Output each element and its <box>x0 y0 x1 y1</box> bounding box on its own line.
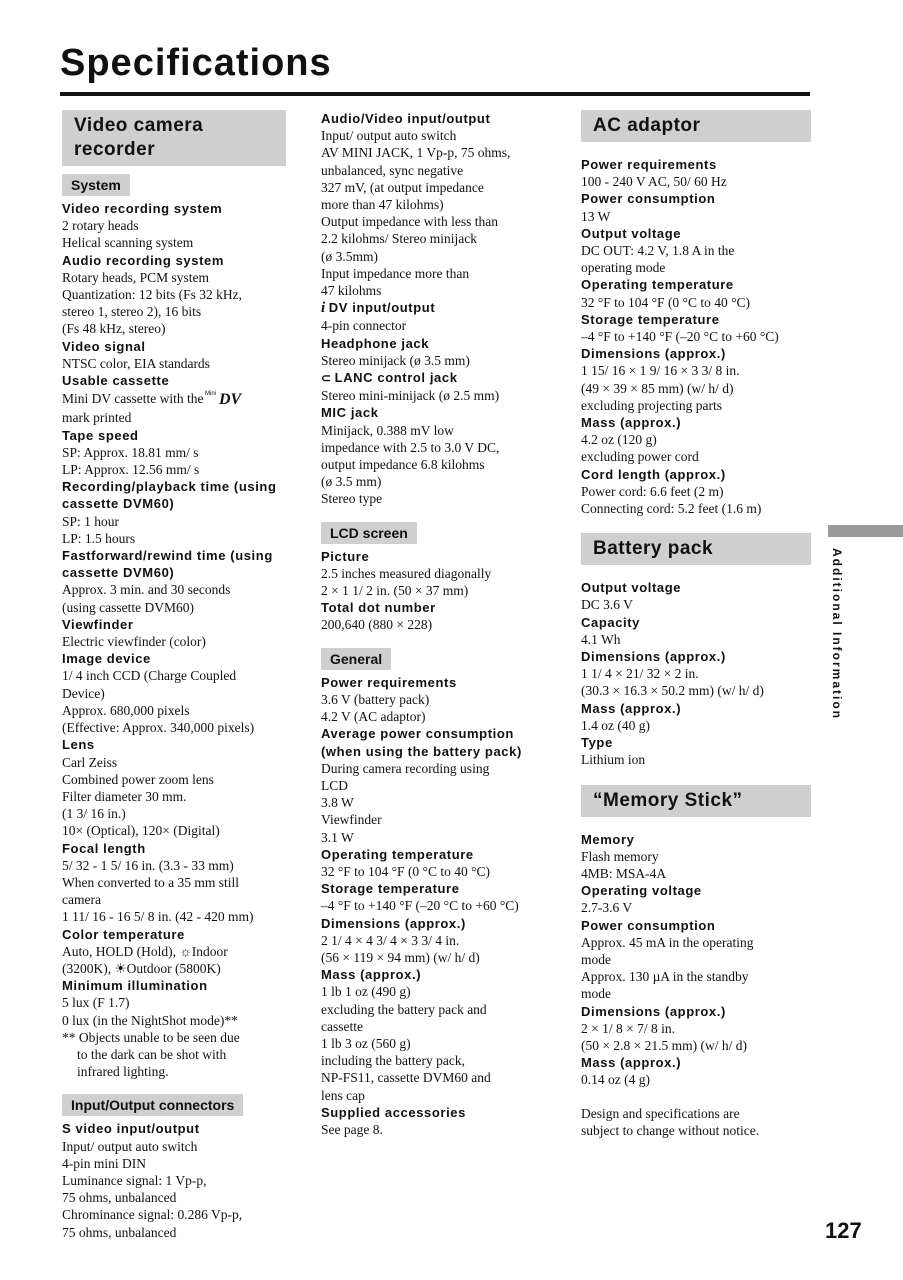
section-input-output-connectors <box>62 1080 294 1240</box>
spec-value: 4-pin mini DIN <box>62 1155 146 1171</box>
spec-value: Approx. 680,000 pixels <box>62 702 190 718</box>
spec-value: DC OUT: 4.2 V, 1.8 A in the <box>581 243 735 259</box>
spec-value: 1.4 oz (40 g) <box>581 717 650 733</box>
spec-item <box>62 736 294 839</box>
spec-label-text: Dimensions (approx.) <box>321 915 466 931</box>
spec-label <box>321 548 557 565</box>
spec-item <box>62 650 294 736</box>
spec-value: 2 rotary heads <box>62 218 139 234</box>
spec-label-text: Memory <box>581 831 635 847</box>
spec-item <box>321 299 557 334</box>
spec-label-text: Average power consumption (when using the battery pack) <box>321 726 522 759</box>
spec-value: (Effective: Approx. 340,000 pixels) <box>62 720 255 736</box>
spec-item <box>581 345 813 414</box>
spec-value: Minijack, 0.388 mV low <box>321 422 454 438</box>
spec-label-text: Type <box>581 735 613 751</box>
spec-label-text: Mass (approx.) <box>581 415 682 431</box>
spec-value: 1 lb 3 oz (560 g) <box>321 1035 411 1051</box>
svg-text:DV: DV <box>219 391 242 406</box>
spec-label <box>581 190 813 207</box>
spec-value: LP: 1.5 hours <box>62 530 136 546</box>
spec-value: 5 lux (F 1.7) <box>62 995 130 1011</box>
spec-value: 2 × 1/ 8 × 7/ 8 in. <box>581 1020 675 1036</box>
spec-value: 1 lb 1 oz (490 g) <box>321 984 411 1000</box>
spec-label-text: Dimensions (approx.) <box>581 1003 726 1019</box>
spec-value: Stereo mini-minijack (ø 2.5 mm) <box>321 388 500 404</box>
spec-label-text: Audio recording system <box>62 252 225 268</box>
spec-value: Output impedance with less than <box>321 214 498 230</box>
section-lcd-screen <box>321 508 557 634</box>
spec-value: (ø 3.5mm) <box>321 248 378 264</box>
spec-label-text: Video signal <box>62 338 146 354</box>
spec-value: Device) <box>62 685 105 701</box>
spec-value: 75 ohms, unbalanced <box>62 1224 177 1240</box>
spec-value: Approx. 45 mA in the operating <box>581 934 754 950</box>
spec-item <box>321 335 557 369</box>
block-header: “Memory Stick” <box>581 785 811 817</box>
spec-item <box>321 599 557 633</box>
spec-value: 3.8 W <box>321 795 354 811</box>
spec-value: Helical scanning system <box>62 235 194 251</box>
column-2 <box>321 110 557 1138</box>
spec-value: Input/ output auto switch <box>321 128 457 144</box>
spec-item <box>321 369 557 404</box>
spec-value: infrared lighting. <box>77 1064 169 1080</box>
spec-label <box>581 156 813 173</box>
spec-label <box>62 427 294 444</box>
spec-label <box>321 725 557 759</box>
spec-label-text: Mass (approx.) <box>581 1055 682 1071</box>
spec-label <box>321 1104 557 1121</box>
spec-value: 2 1/ 4 × 4 3/ 4 × 3 3/ 4 in. <box>321 932 460 948</box>
spec-label-text: Output voltage <box>581 580 682 596</box>
spec-value: Stereo minijack (ø 3.5 mm) <box>321 352 470 368</box>
spec-label <box>62 547 294 581</box>
spec-value: –4 °F to +140 °F (–20 °C to +60 °C) <box>581 329 779 345</box>
spec-item <box>321 404 557 507</box>
spec-value: 13 W <box>581 208 611 224</box>
spec-value: Luminance signal: 1 Vp-p, <box>62 1172 207 1188</box>
spec-label <box>581 648 813 665</box>
spec-value: Mini DV cassette with the Mini DV <box>62 389 294 409</box>
spec-value: Carl Zeiss <box>62 754 118 770</box>
spec-value: 32 °F to 104 °F (0 °C to 40 °C) <box>581 294 750 310</box>
spec-label-text: Lens <box>62 737 95 753</box>
spec-value: LP: Approx. 12.56 mm/ s <box>62 462 200 478</box>
spec-value: SP: 1 hour <box>62 513 120 529</box>
spec-value: 2.2 kilohms/ Stereo minijack <box>321 231 477 247</box>
spec-label <box>62 977 294 994</box>
spec-value: impedance with 2.5 to 3.0 V DC, <box>321 439 500 455</box>
spec-item <box>581 917 813 1003</box>
spec-value: (56 × 119 × 94 mm) (w/ h/ d) <box>321 949 480 965</box>
spec-value: mode <box>581 986 611 1002</box>
spec-label <box>62 338 294 355</box>
lanc-icon: ⊂ <box>321 371 332 386</box>
spec-value: LCD <box>321 777 348 793</box>
spec-value: 1 1/ 4 × 21/ 32 × 2 in. <box>581 666 699 682</box>
spec-item <box>321 548 557 600</box>
spec-value: mark printed <box>62 410 132 426</box>
spec-label <box>62 200 294 217</box>
spec-value: excluding projecting parts <box>581 397 722 413</box>
spec-value: AV MINI JACK, 1 Vp-p, 75 ohms, <box>321 145 511 161</box>
spec-label-text: Tape speed <box>62 427 139 443</box>
spec-item <box>581 311 813 345</box>
spec-value: 32 °F to 104 °F (0 °C to 40 °C) <box>321 863 490 879</box>
spec-item <box>581 614 813 648</box>
spec-item <box>321 846 557 880</box>
spec-value: 5/ 32 - 1 5/ 16 in. (3.3 - 33 mm) <box>62 857 234 873</box>
spec-label <box>581 225 813 242</box>
footnote-line: subject to change without notice. <box>581 1122 760 1138</box>
spec-label-text: MIC jack <box>321 405 379 421</box>
spec-value: 0.14 oz (4 g) <box>581 1072 650 1088</box>
spec-value: Input impedance more than <box>321 265 470 281</box>
spec-label <box>62 926 294 943</box>
spec-label-text: Dimensions (approx.) <box>581 649 726 665</box>
spec-item <box>62 926 294 978</box>
spec-value: During camera recording using <box>321 760 490 776</box>
spec-value: 3.1 W <box>321 829 354 845</box>
spec-value: 4MB: MSA-4A <box>581 865 667 881</box>
spec-label-text: Storage temperature <box>581 311 720 327</box>
spec-label <box>62 840 294 857</box>
spec-value: Flash memory <box>581 848 659 864</box>
spec-value: (ø 3.5 mm) <box>321 474 382 490</box>
spec-value: Lithium ion <box>581 752 646 768</box>
svg-text:Mini: Mini <box>205 391 217 398</box>
spec-label <box>321 299 557 317</box>
spec-label <box>581 831 813 848</box>
spec-label-text: DV input/output <box>328 300 436 316</box>
spec-value: Stereo type <box>321 491 383 507</box>
spec-value: to the dark can be shot with <box>77 1046 227 1062</box>
spec-label <box>321 880 557 897</box>
spec-label <box>321 599 557 616</box>
spec-label-text: Operating voltage <box>581 883 702 899</box>
spec-value: operating mode <box>581 260 666 276</box>
spec-value: 327 mV, (at output impedance <box>321 179 484 195</box>
spec-value: Power cord: 6.6 feet (2 m) <box>581 483 724 499</box>
spec-item <box>581 579 813 613</box>
spec-item <box>321 966 557 1104</box>
spec-value: cassette <box>321 1018 363 1034</box>
spec-value: Electric viewfinder (color) <box>62 634 206 650</box>
spec-value: Approx. 3 min. and 30 seconds <box>62 582 231 598</box>
spec-item <box>581 831 813 883</box>
section-header: General <box>321 648 391 670</box>
col2-lead-items <box>321 110 557 508</box>
spec-item <box>581 700 813 734</box>
footnote-line: Design and specifications are <box>581 1105 740 1121</box>
spec-value: –4 °F to +140 °F (–20 °C to +60 °C) <box>321 898 519 914</box>
spec-item <box>321 725 557 845</box>
spec-item <box>62 427 294 479</box>
spec-label-text: Focal length <box>62 840 146 856</box>
spec-label-text: Operating temperature <box>321 846 474 862</box>
mini-dv-logo <box>205 389 243 409</box>
spec-label <box>581 466 813 483</box>
spec-value: 4.2 oz (120 g) <box>581 432 657 448</box>
spec-item <box>321 674 557 726</box>
spec-value: more than 47 kilohms) <box>321 197 444 213</box>
spec-value: 4-pin connector <box>321 318 407 334</box>
spec-value: SP: Approx. 18.81 mm/ s <box>62 444 199 460</box>
spec-label <box>581 276 813 293</box>
spec-value: 2 × 1 1/ 2 in. (50 × 37 mm) <box>321 583 469 599</box>
spec-item <box>581 276 813 310</box>
spec-label <box>321 915 557 932</box>
spec-value: Chrominance signal: 0.286 Vp-p, <box>62 1207 243 1223</box>
section-header: System <box>62 174 130 196</box>
spec-label <box>581 614 813 631</box>
side-tab-label: Additional Information <box>830 548 844 720</box>
spec-label-text: Total dot number <box>321 600 436 616</box>
block-ac-adaptor <box>581 110 813 517</box>
spec-label-text: Recording/playback time (using cassette DVM60) <box>62 479 277 512</box>
spec-label <box>62 736 294 753</box>
spec-item <box>581 1054 813 1088</box>
spec-value: camera <box>62 892 101 908</box>
spec-value: 10× (Optical), 120× (Digital) <box>62 823 220 839</box>
spec-value: 0 lux (in the NightShot mode)** <box>62 1012 238 1028</box>
spec-label-text: Power consumption <box>581 191 716 207</box>
spec-value: output impedance 6.8 kilohms <box>321 457 485 473</box>
spec-label-text: Fastforward/rewind time (using cassette DVM60) <box>62 548 273 581</box>
spec-item <box>62 1120 294 1240</box>
spec-value: (30.3 × 16.3 × 50.2 mm) (w/ h/ d) <box>581 683 764 699</box>
spec-label <box>581 414 813 431</box>
dv-i-icon: i <box>321 300 326 317</box>
spec-value: Viewfinder <box>321 812 382 828</box>
spec-label-text: Color temperature <box>62 926 185 942</box>
spec-label-text: Dimensions (approx.) <box>581 346 726 362</box>
spec-label <box>321 110 557 127</box>
spec-item <box>321 1104 557 1138</box>
spec-label-text: LANC control jack <box>334 370 458 386</box>
spec-label <box>62 252 294 269</box>
spec-value: Connecting cord: 5.2 feet (1.6 m) <box>581 501 762 517</box>
spec-label-text: Usable cassette <box>62 373 170 389</box>
spec-value: 1 11/ 16 - 16 5/ 8 in. (42 - 420 mm) <box>62 909 254 925</box>
spec-item <box>581 156 813 190</box>
spec-label <box>581 345 813 362</box>
spec-label <box>321 966 557 983</box>
spec-label <box>581 882 813 899</box>
spec-label-text: Power requirements <box>581 157 717 172</box>
spec-label-text: Video recording system <box>62 201 223 216</box>
spec-value: (50 × 2.8 × 21.5 mm) (w/ h/ d) <box>581 1037 747 1053</box>
column-3 <box>581 110 813 1139</box>
spec-label <box>321 404 557 421</box>
spec-value: (Fs 48 kHz, stereo) <box>62 321 166 337</box>
block-header: Battery pack <box>581 533 811 565</box>
spec-label-text: Supplied accessories <box>321 1104 466 1120</box>
spec-label <box>62 616 294 633</box>
spec-value: (using cassette DVM60) <box>62 599 194 615</box>
spec-value: 4.2 V (AC adaptor) <box>321 709 426 725</box>
spec-label <box>581 700 813 717</box>
spec-label-text: Mass (approx.) <box>321 967 422 983</box>
spec-label-text: S video input/output <box>62 1121 200 1137</box>
footnote <box>581 1105 813 1139</box>
spec-label <box>581 579 813 596</box>
spec-item <box>581 225 813 277</box>
spec-value: See page 8. <box>321 1121 383 1137</box>
spec-item <box>321 110 557 299</box>
section-header: LCD screen <box>321 522 417 544</box>
spec-label-text: Viewfinder <box>62 616 134 632</box>
spec-label-text: Capacity <box>581 614 640 630</box>
spec-value: (1 3/ 16 in.) <box>62 806 126 822</box>
spec-item <box>62 252 294 338</box>
spec-value: stereo 1, stereo 2), 16 bits <box>62 304 202 320</box>
spec-label-text: Cord length (approx.) <box>581 466 726 482</box>
spec-item <box>321 915 557 967</box>
spec-label <box>62 650 294 667</box>
spec-value: lens cap <box>321 1087 365 1103</box>
block--memory-stick- <box>581 785 813 1089</box>
spec-label-text: Storage temperature <box>321 881 460 897</box>
spec-item <box>62 547 294 616</box>
spec-value: Quantization: 12 bits (Fs 32 kHz, <box>62 287 242 303</box>
spec-value: (3200K), ☀Outdoor (5800K) <box>62 960 221 976</box>
spec-value: 3.6 V (battery pack) <box>321 691 430 707</box>
spec-value: excluding the battery pack and <box>321 1001 487 1017</box>
spec-label-text: Output voltage <box>581 225 682 241</box>
spec-label-text: Headphone jack <box>321 335 430 351</box>
spec-label-text: Audio/Video input/output <box>321 111 491 126</box>
section-general <box>321 634 557 1138</box>
spec-label <box>321 674 557 691</box>
spec-item <box>581 466 813 518</box>
spec-label <box>581 734 813 751</box>
spec-item <box>62 977 294 1080</box>
spec-value: excluding power cord <box>581 449 699 465</box>
spec-item <box>581 882 813 916</box>
block-header: AC adaptor <box>581 110 811 142</box>
spec-value: 4.1 Wh <box>581 631 621 647</box>
spec-label <box>581 311 813 328</box>
spec-label-text: Power requirements <box>321 674 457 690</box>
spec-value: NTSC color, EIA standards <box>62 355 210 371</box>
spec-value: 2.7-3.6 V <box>581 900 633 916</box>
spec-item <box>581 648 813 700</box>
spec-value: DC 3.6 V <box>581 597 633 613</box>
page-title: Specifications <box>60 42 332 84</box>
spec-item <box>581 734 813 768</box>
section-header: Input/Output connectors <box>62 1094 243 1116</box>
header-video-camera-recorder: Video camera recorder <box>62 110 286 166</box>
spec-value: Input/ output auto switch <box>62 1138 198 1154</box>
col3-blocks <box>581 110 813 1089</box>
spec-label <box>321 335 557 352</box>
spec-item <box>62 200 294 252</box>
block-battery-pack <box>581 533 813 768</box>
spec-value: 75 ohms, unbalanced <box>62 1190 177 1206</box>
spec-item <box>321 880 557 914</box>
spec-value: Filter diameter 30 mm. <box>62 788 187 804</box>
spec-label <box>62 1120 294 1137</box>
spec-value: Combined power zoom lens <box>62 771 214 787</box>
column-1 <box>62 110 294 1241</box>
spec-value: 100 - 240 V AC, 50/ 60 Hz <box>581 174 727 190</box>
spec-item <box>62 338 294 372</box>
section-system <box>62 174 294 1080</box>
spec-value: Rotary heads, PCM system <box>62 269 209 285</box>
spec-value: ** Objects unable to be seen due <box>62 1029 240 1045</box>
spec-label-text: Operating temperature <box>581 277 734 293</box>
spec-label <box>581 1003 813 1020</box>
spec-value: Auto, HOLD (Hold), ☼Indoor <box>62 943 228 959</box>
spec-label-text: Picture <box>321 548 370 564</box>
spec-value: 1 15/ 16 × 1 9/ 16 × 3 3/ 8 in. <box>581 363 740 379</box>
spec-item <box>581 414 813 466</box>
spec-value: When converted to a 35 mm still <box>62 874 239 890</box>
spec-value: 1/ 4 inch CCD (Charge Coupled <box>62 668 237 684</box>
spec-label-text: Image device <box>62 651 151 667</box>
spec-item <box>62 616 294 650</box>
page-number: 127 <box>825 1218 862 1243</box>
spec-value: mode <box>581 951 611 967</box>
spec-label-text: Mass (approx.) <box>581 700 682 716</box>
spec-value: NP-FS11, cassette DVM60 and <box>321 1070 491 1086</box>
spec-value: 47 kilohms <box>321 283 382 299</box>
spec-value: (49 × 39 × 85 mm) (w/ h/ d) <box>581 380 734 396</box>
spec-label <box>62 478 294 512</box>
spec-item <box>581 1003 813 1055</box>
spec-label <box>62 372 294 389</box>
col1-sections <box>62 174 294 1241</box>
spec-label <box>581 917 813 934</box>
col2-sections <box>321 508 557 1139</box>
spec-label <box>321 369 557 387</box>
spec-item <box>581 190 813 224</box>
spec-item <box>62 840 294 926</box>
spec-value: including the battery pack, <box>321 1053 465 1069</box>
spec-value: 200,640 (880 × 228) <box>321 617 433 633</box>
spec-label <box>581 1054 813 1071</box>
spec-value: unbalanced, sync negative <box>321 162 464 178</box>
side-tab-bar <box>828 525 903 537</box>
spec-label-text: Minimum illumination <box>62 978 208 994</box>
spec-label <box>321 846 557 863</box>
title-rule <box>60 92 810 96</box>
spec-value: Approx. 130 µA in the standby <box>581 969 749 985</box>
spec-item <box>62 372 294 427</box>
spec-item <box>62 478 294 547</box>
spec-value: 2.5 inches measured diagonally <box>321 565 492 581</box>
spec-label-text: Power consumption <box>581 917 716 933</box>
